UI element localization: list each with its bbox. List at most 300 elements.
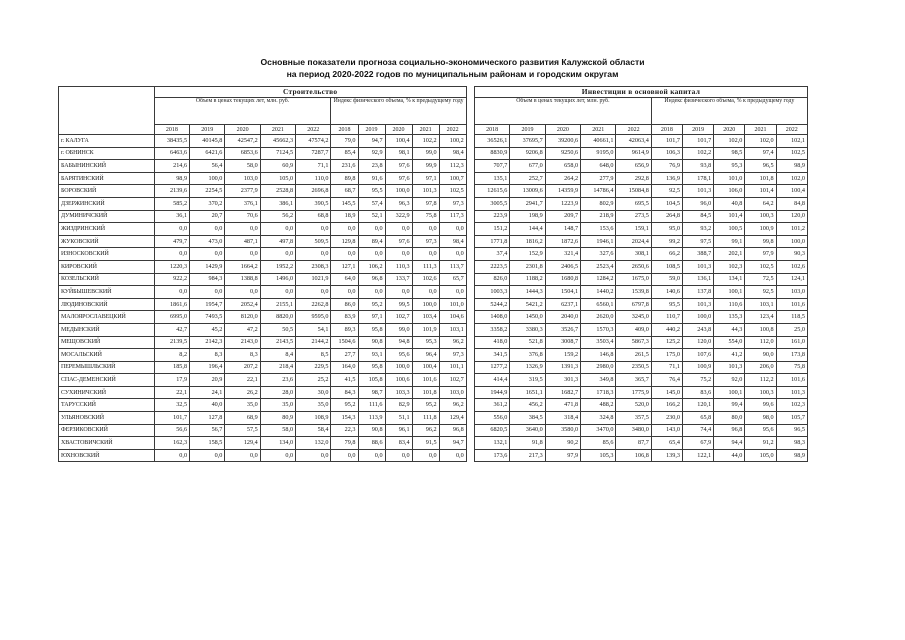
value-cell: 0,0: [358, 248, 385, 261]
municipality-name: ДЗЕРЖИНСКИЙ: [59, 197, 155, 210]
value-cell: 1872,6: [545, 235, 580, 248]
value-cell: 1680,8: [545, 273, 580, 286]
value-cell: 2696,8: [296, 185, 331, 198]
value-cell: 100,0: [776, 235, 807, 248]
value-cell: 25,2: [296, 374, 331, 387]
value-cell: 209,7: [545, 210, 580, 223]
value-cell: 161,0: [776, 336, 807, 349]
value-cell: 17,9: [154, 374, 189, 387]
value-cell: 102,6: [412, 273, 439, 286]
value-cell: 144,4: [510, 223, 545, 236]
value-cell: 99,8: [745, 235, 776, 248]
value-cell: 8,3: [225, 349, 260, 362]
value-cell: 0,0: [412, 248, 439, 261]
value-cell: 90,0: [745, 349, 776, 362]
value-cell: 71,1: [651, 361, 682, 374]
value-cell: 9595,0: [296, 311, 331, 324]
value-cell: 100,1: [714, 286, 745, 299]
municipality-name: ЛЮДИНОВСКИЙ: [59, 298, 155, 311]
value-cell: 264,2: [545, 172, 580, 185]
value-cell: 2223,5: [475, 260, 510, 273]
value-cell: 95,8: [358, 361, 385, 374]
value-cell: 2143,0: [225, 336, 260, 349]
value-cell: 521,8: [510, 336, 545, 349]
value-cell: 2980,0: [581, 361, 616, 374]
value-cell: 2052,4: [225, 298, 260, 311]
value-cell: 132,1: [475, 437, 510, 450]
value-cell: 68,7: [331, 185, 358, 198]
value-cell: 151,2: [475, 223, 510, 236]
value-cell: 102,0: [745, 135, 776, 148]
value-cell: 6463,6: [154, 147, 189, 160]
value-cell: 98,1: [385, 147, 412, 160]
value-cell: 9195,0: [581, 147, 616, 160]
value-cell: 2040,0: [545, 311, 580, 324]
year-header-cell: 2022: [296, 125, 331, 135]
section-gap-cell: [466, 248, 474, 261]
value-cell: 695,5: [616, 197, 651, 210]
value-cell: 376,8: [510, 349, 545, 362]
section-gap-cell: [466, 260, 474, 273]
value-cell: 479,7: [154, 235, 189, 248]
value-cell: 67,9: [682, 437, 713, 450]
value-cell: 91,6: [358, 172, 385, 185]
value-cell: 3640,0: [510, 424, 545, 437]
value-cell: 87,7: [616, 437, 651, 450]
value-cell: 2650,6: [616, 260, 651, 273]
value-cell: 556,0: [475, 412, 510, 425]
table-row: [59, 197, 808, 210]
value-cell: 97,6: [385, 172, 412, 185]
value-cell: 100,6: [385, 374, 412, 387]
value-cell: 104,5: [651, 197, 682, 210]
value-cell: 102,7: [385, 311, 412, 324]
value-cell: 47574,2: [296, 135, 331, 148]
value-cell: 101,6: [776, 298, 807, 311]
value-cell: 7493,5: [190, 311, 225, 324]
value-cell: 0,0: [190, 223, 225, 236]
value-cell: 8,4: [260, 349, 295, 362]
value-cell: 0,0: [260, 223, 295, 236]
value-cell: 96,3: [385, 197, 412, 210]
value-cell: 361,2: [475, 399, 510, 412]
value-cell: 40661,1: [581, 135, 616, 148]
value-cell: 110,0: [296, 172, 331, 185]
value-cell: 99,6: [745, 399, 776, 412]
value-cell: 101,6: [412, 374, 439, 387]
value-cell: 98,4: [439, 235, 466, 248]
value-cell: 102,1: [776, 135, 807, 148]
value-cell: 230,0: [651, 412, 682, 425]
table-row: [59, 311, 808, 324]
value-cell: 100,4: [412, 361, 439, 374]
value-cell: 102,0: [776, 172, 807, 185]
value-cell: 456,2: [510, 399, 545, 412]
value-cell: 207,2: [225, 361, 260, 374]
value-cell: 58,0: [225, 160, 260, 173]
value-cell: 101,0: [714, 172, 745, 185]
value-cell: 0,0: [225, 248, 260, 261]
value-cell: 50,5: [260, 323, 295, 336]
value-cell: 134,1: [714, 273, 745, 286]
value-cell: 101,4: [714, 210, 745, 223]
value-cell: 159,2: [545, 349, 580, 362]
value-cell: 185,8: [154, 361, 189, 374]
section-gap-cell: [466, 223, 474, 236]
table-row: [59, 135, 808, 148]
value-cell: 99,5: [385, 298, 412, 311]
value-cell: 1946,1: [581, 235, 616, 248]
value-cell: 98,9: [154, 172, 189, 185]
value-cell: 6237,1: [545, 298, 580, 311]
value-cell: 110,3: [385, 260, 412, 273]
value-cell: 91,8: [510, 437, 545, 450]
value-cell: 106,8: [616, 449, 651, 462]
value-cell: 95,5: [358, 185, 385, 198]
value-cell: 40145,8: [190, 135, 225, 148]
table-row: [59, 160, 808, 173]
municipality-name: ПЕРЕМЫШЛЬСКИЙ: [59, 361, 155, 374]
value-cell: 8120,0: [225, 311, 260, 324]
section-gap-cell: [466, 147, 474, 160]
value-cell: 83,9: [331, 311, 358, 324]
value-cell: 100,0: [190, 172, 225, 185]
value-cell: 89,8: [331, 172, 358, 185]
value-cell: 308,1: [616, 248, 651, 261]
value-cell: 440,2: [651, 323, 682, 336]
value-cell: 97,4: [745, 147, 776, 160]
value-cell: 99,4: [714, 399, 745, 412]
value-cell: 35,0: [296, 399, 331, 412]
value-cell: 112,2: [745, 374, 776, 387]
value-cell: 103,1: [745, 298, 776, 311]
value-cell: 3480,0: [616, 424, 651, 437]
value-cell: 76,4: [651, 374, 682, 387]
value-cell: 158,5: [190, 437, 225, 450]
section-gap-cell: [466, 386, 474, 399]
table-row: [59, 260, 808, 273]
table-row: [59, 437, 808, 450]
value-cell: 1391,3: [545, 361, 580, 374]
municipality-name: г. ОБНИНСК: [59, 147, 155, 160]
value-cell: 117,3: [439, 210, 466, 223]
value-cell: 98,9: [776, 160, 807, 173]
value-cell: 3005,5: [475, 197, 510, 210]
value-cell: 15084,8: [616, 185, 651, 198]
value-cell: 0,0: [385, 223, 412, 236]
value-cell: 145,0: [651, 386, 682, 399]
value-cell: 90,8: [358, 424, 385, 437]
value-cell: 198,9: [510, 210, 545, 223]
value-cell: 22,1: [225, 374, 260, 387]
value-cell: 95,6: [385, 349, 412, 362]
value-cell: 129,4: [439, 412, 466, 425]
value-cell: 83,6: [682, 386, 713, 399]
value-cell: 96,5: [745, 160, 776, 173]
value-cell: 103,4: [412, 311, 439, 324]
value-cell: 42547,2: [225, 135, 260, 148]
value-cell: 41,2: [714, 349, 745, 362]
value-cell: 120,0: [682, 336, 713, 349]
value-cell: 101,3: [682, 260, 713, 273]
value-cell: 22,1: [154, 386, 189, 399]
value-cell: 92,5: [745, 286, 776, 299]
value-cell: 82,9: [385, 399, 412, 412]
value-cell: 277,9: [581, 172, 616, 185]
value-cell: 2155,1: [260, 298, 295, 311]
value-cell: 218,4: [260, 361, 295, 374]
value-cell: 100,9: [682, 361, 713, 374]
value-cell: 100,3: [745, 386, 776, 399]
value-cell: 120,0: [776, 210, 807, 223]
value-cell: 79,0: [331, 135, 358, 148]
value-cell: 2024,4: [616, 235, 651, 248]
municipality-name: ХВАСТОВИЧСКИЙ: [59, 437, 155, 450]
value-cell: 37695,7: [510, 135, 545, 148]
year-header-cell: 2019: [510, 125, 545, 135]
value-cell: 388,7: [682, 248, 713, 261]
value-cell: 386,1: [260, 197, 295, 210]
year-header-cell: 2018: [331, 125, 358, 135]
value-cell: 264,8: [651, 210, 682, 223]
value-cell: 111,3: [412, 260, 439, 273]
municipality-name: ЮХНОВСКИЙ: [59, 449, 155, 462]
value-cell: 2144,2: [296, 336, 331, 349]
value-cell: 1021,9: [296, 273, 331, 286]
value-cell: 20,7: [190, 210, 225, 223]
value-cell: 101,7: [154, 412, 189, 425]
value-cell: 127,8: [190, 412, 225, 425]
value-cell: 2254,5: [190, 185, 225, 198]
value-cell: 9614,9: [616, 147, 651, 160]
value-cell: 409,0: [616, 323, 651, 336]
value-cell: 101,8: [745, 172, 776, 185]
value-cell: 96,4: [412, 349, 439, 362]
table-row: [59, 223, 808, 236]
value-cell: 60,9: [260, 160, 295, 173]
section-gap-cell: [466, 273, 474, 286]
municipality-name: СПАС-ДЕМЕНСКИЙ: [59, 374, 155, 387]
value-cell: 39200,6: [545, 135, 580, 148]
section-gap-cell: [466, 197, 474, 210]
value-cell: 13009,6: [510, 185, 545, 198]
value-cell: 370,2: [190, 197, 225, 210]
value-cell: 105,8: [358, 374, 385, 387]
value-cell: 1771,8: [475, 235, 510, 248]
value-cell: 102,2: [412, 135, 439, 148]
value-cell: 202,1: [714, 248, 745, 261]
value-cell: 585,2: [154, 197, 189, 210]
value-cell: 376,1: [225, 197, 260, 210]
value-cell: 8,2: [154, 349, 189, 362]
value-cell: 57,4: [358, 197, 385, 210]
value-cell: 110,6: [714, 298, 745, 311]
value-cell: 217,3: [510, 449, 545, 462]
value-cell: 89,3: [331, 323, 358, 336]
table-row: [59, 273, 808, 286]
value-cell: 105,0: [745, 449, 776, 462]
value-cell: 25,0: [776, 323, 807, 336]
value-cell: 97,6: [385, 235, 412, 248]
value-cell: 0,0: [225, 223, 260, 236]
value-cell: 44,0: [714, 449, 745, 462]
value-cell: 124,1: [776, 273, 807, 286]
value-cell: 0,0: [154, 449, 189, 462]
value-cell: 3470,0: [581, 424, 616, 437]
value-cell: 3503,4: [581, 336, 616, 349]
value-cell: 101,6: [776, 374, 807, 387]
value-cell: 0,0: [190, 449, 225, 462]
table-row: [59, 399, 808, 412]
value-cell: 129,8: [331, 235, 358, 248]
value-cell: 487,1: [225, 235, 260, 248]
value-cell: 2142,3: [190, 336, 225, 349]
value-cell: 2406,5: [545, 260, 580, 273]
value-cell: 96,5: [776, 424, 807, 437]
table-row: [59, 210, 808, 223]
value-cell: 42063,4: [616, 135, 651, 148]
value-cell: 94,4: [714, 437, 745, 450]
value-cell: 107,6: [682, 349, 713, 362]
value-cell: 95,6: [745, 424, 776, 437]
municipality-name: СУХИНИЧСКИЙ: [59, 386, 155, 399]
value-cell: 8,3: [190, 349, 225, 362]
value-cell: 656,9: [616, 160, 651, 173]
value-cell: 85,6: [581, 437, 616, 450]
year-header-row: [59, 125, 808, 135]
value-cell: 44,3: [714, 323, 745, 336]
value-cell: 2523,4: [581, 260, 616, 273]
value-cell: 0,0: [190, 286, 225, 299]
value-cell: 101,3: [776, 386, 807, 399]
municipality-name: БОРОВСКИЙ: [59, 185, 155, 198]
value-cell: 56,2: [260, 210, 295, 223]
section-construction-header: Строительство: [154, 87, 466, 98]
forecast-table: [58, 86, 808, 462]
value-cell: 9206,8: [510, 147, 545, 160]
value-cell: 318,4: [545, 412, 580, 425]
value-cell: 102,5: [776, 147, 807, 160]
construction-value-header: Объем в ценах текущих лет, млн. руб.: [154, 98, 331, 125]
value-cell: 101,4: [745, 185, 776, 198]
value-cell: 319,5: [510, 374, 545, 387]
value-cell: 8820,0: [260, 311, 295, 324]
value-cell: 101,0: [439, 298, 466, 311]
value-cell: 146,8: [581, 349, 616, 362]
section-gap-cell: [466, 374, 474, 387]
section-gap-cell: [466, 172, 474, 185]
value-cell: 99,1: [714, 235, 745, 248]
value-cell: 8,5: [296, 349, 331, 362]
value-cell: 1504,6: [331, 336, 358, 349]
value-cell: 85,4: [331, 147, 358, 160]
year-header-cell: 2021: [412, 125, 439, 135]
value-cell: 390,5: [296, 197, 331, 210]
value-cell: 42,7: [154, 323, 189, 336]
year-header-cell: 2020: [714, 125, 745, 135]
value-cell: 100,0: [385, 361, 412, 374]
value-cell: 74,4: [682, 424, 713, 437]
value-cell: 5244,2: [475, 298, 510, 311]
value-cell: 0,0: [154, 223, 189, 236]
value-cell: 30,0: [296, 386, 331, 399]
value-cell: 101,9: [412, 323, 439, 336]
year-header-cell: 2022: [776, 125, 807, 135]
value-cell: 0,0: [296, 248, 331, 261]
value-cell: 65,4: [651, 437, 682, 450]
value-cell: 112,3: [439, 160, 466, 173]
municipality-name: БАБЫНИНСКИЙ: [59, 160, 155, 173]
year-header-cell: 2019: [358, 125, 385, 135]
value-cell: 0,0: [331, 286, 358, 299]
value-cell: 922,2: [154, 273, 189, 286]
year-header-cell: 2021: [260, 125, 295, 135]
value-cell: 59,0: [651, 273, 682, 286]
title-line-2: на период 2020-2022 годов по муниципальным районам и городским округам: [286, 69, 619, 79]
value-cell: 261,5: [616, 349, 651, 362]
value-cell: 127,1: [331, 260, 358, 273]
value-cell: 252,7: [510, 172, 545, 185]
value-cell: 327,6: [581, 248, 616, 261]
value-cell: 3526,7: [545, 323, 580, 336]
value-cell: 1440,2: [581, 286, 616, 299]
value-cell: 3008,7: [545, 336, 580, 349]
value-cell: 321,4: [545, 248, 580, 261]
value-cell: 1450,0: [510, 311, 545, 324]
value-cell: 102,3: [714, 260, 745, 273]
value-cell: 51,1: [385, 412, 412, 425]
value-cell: 105,3: [581, 449, 616, 462]
value-cell: 2377,9: [225, 185, 260, 198]
value-cell: 100,4: [776, 185, 807, 198]
value-cell: 83,4: [385, 437, 412, 450]
value-cell: 93,2: [682, 223, 713, 236]
value-cell: 118,5: [776, 311, 807, 324]
value-cell: 6995,0: [154, 311, 189, 324]
section-gap-cell: [466, 449, 474, 462]
value-cell: 65,7: [439, 273, 466, 286]
table-row: [59, 298, 808, 311]
value-cell: 36526,1: [475, 135, 510, 148]
title-line-1: Основные показатели прогноза социально-экономического развития Калужской области: [260, 57, 645, 67]
value-cell: 1408,0: [475, 311, 510, 324]
section-investment-header: Инвестиции в основной капитал: [475, 87, 808, 98]
value-cell: 6560,1: [581, 298, 616, 311]
table-row: [59, 248, 808, 261]
value-cell: 99,0: [412, 147, 439, 160]
value-cell: 554,0: [714, 336, 745, 349]
value-cell: 100,2: [439, 135, 466, 148]
value-cell: 0,0: [296, 223, 331, 236]
value-cell: 292,8: [616, 172, 651, 185]
value-cell: 1504,1: [545, 286, 580, 299]
value-cell: 3245,0: [616, 311, 651, 324]
value-cell: 45,2: [190, 323, 225, 336]
value-cell: 162,3: [154, 437, 189, 450]
value-cell: 0,0: [385, 286, 412, 299]
value-cell: 166,2: [651, 399, 682, 412]
value-cell: 1188,2: [510, 273, 545, 286]
value-cell: 9250,6: [545, 147, 580, 160]
value-cell: 301,3: [545, 374, 580, 387]
value-cell: 175,0: [651, 349, 682, 362]
value-cell: 14786,4: [581, 185, 616, 198]
section-gap-cell: [466, 235, 474, 248]
value-cell: 1326,9: [510, 361, 545, 374]
municipality-name: БАРЯТИНСКИЙ: [59, 172, 155, 185]
value-cell: 132,0: [296, 437, 331, 450]
value-cell: 384,5: [510, 412, 545, 425]
